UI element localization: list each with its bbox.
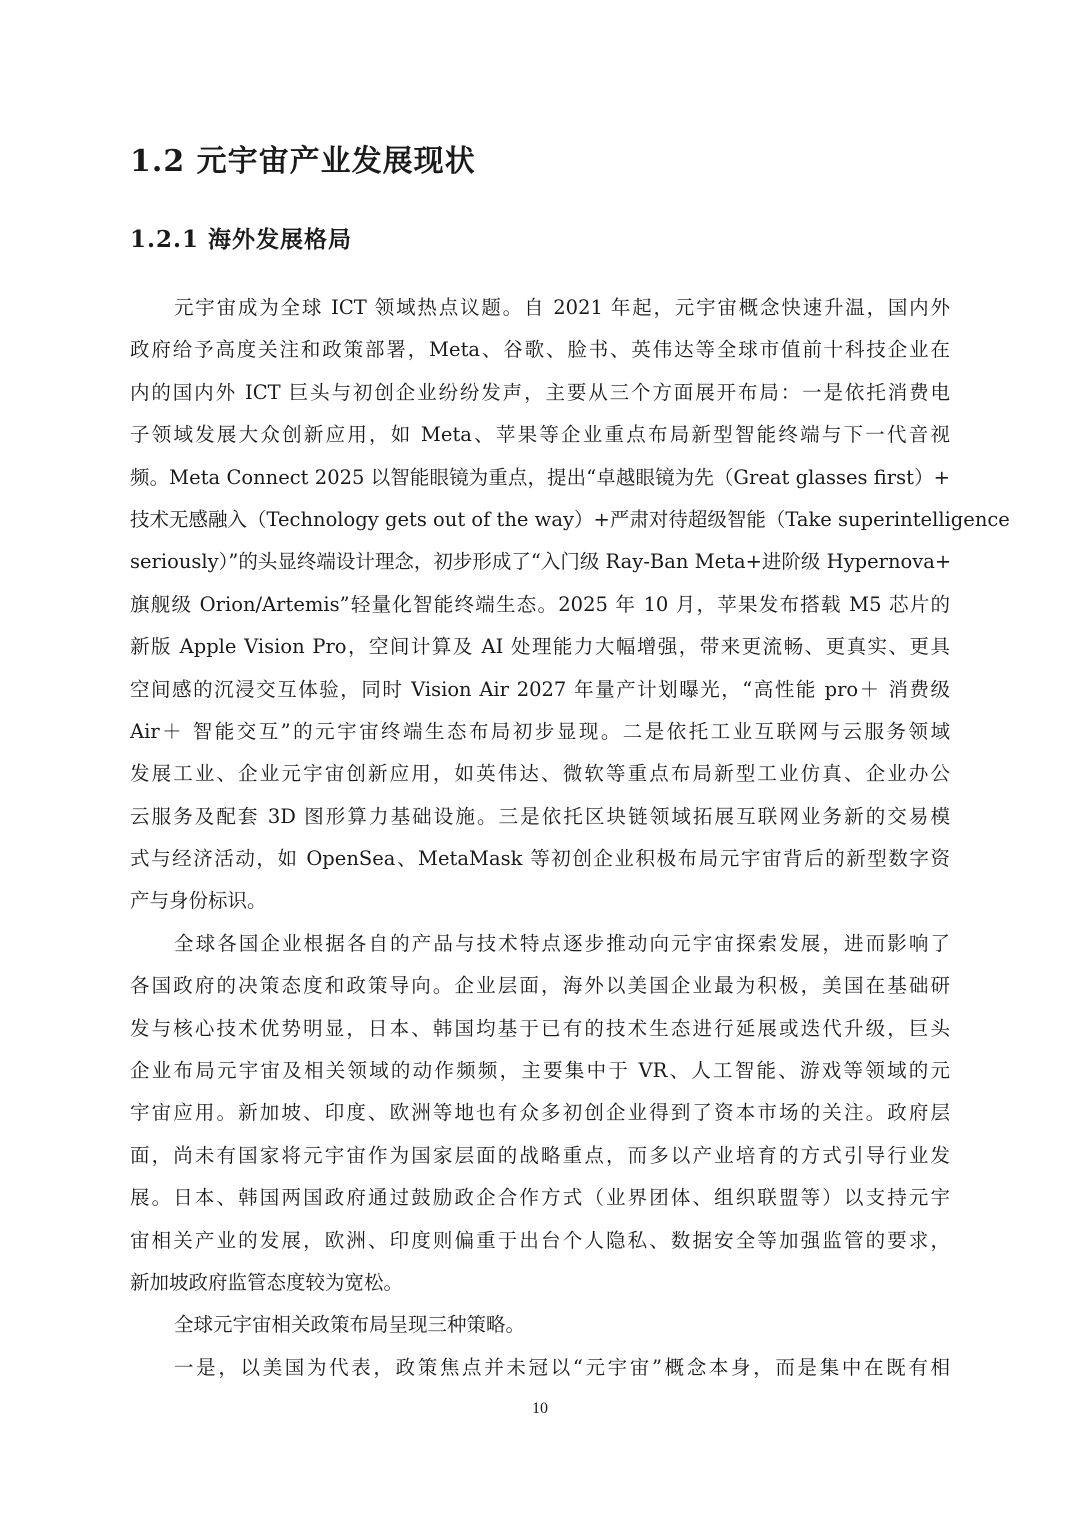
text-line: 内的国内外 ICT 巨头与初创企业纷纷发声，主要从三个方面展开布局：一是依托消费电 <box>130 380 950 404</box>
paragraph-overseas-layout <box>130 287 1010 923</box>
text-line: 子领域发展大众创新应用，如 Meta、苹果等企业重点布局新型智能终端与下一代音视 <box>130 423 950 447</box>
text-line: 展。日本、韩国两国政府通过鼓励政企合作方式（业界团体、组织联盟等）以支持元宇 <box>130 1186 950 1210</box>
text-line: 企业布局元宇宙及相关领域的动作频频，主要集中于 VR、人工智能、游戏等领域的元 <box>130 1059 950 1083</box>
text-line: 新加坡政府监管态度较为宽松。 <box>130 1270 404 1294</box>
page-number: 10 <box>532 1400 548 1417</box>
text-line: 一是，以美国为代表，政策焦点并未冠以“元宇宙”概念本身，而是集中在既有相 <box>174 1355 950 1379</box>
text-line: Air＋ 智能交互”的元宇宙终端生态布局初步显现。二是依托工业互联网与云服务领域 <box>130 719 950 743</box>
text-line: 面，尚未有国家将元宇宙作为国家层面的战略重点，而多以产业培育的方式引导行业发 <box>130 1143 950 1167</box>
text-line: 新版 Apple Vision Pro，空间计算及 AI 处理能力大幅增强，带来更流畅、更真实、更具 <box>130 635 950 659</box>
text-line: 各国政府的决策态度和政策导向。企业层面，海外以美国企业最为积极，美国在基础研 <box>130 974 950 998</box>
paragraph-enterprise-government <box>130 923 950 1305</box>
text-line: seriously）”的头显终端设计理念，初步形成了“入门级 Ray-Ban Meta+进阶级 Hypernova+ <box>130 550 952 574</box>
text-line: 技术无感融入（Technology gets out of the way）+严肃对待超级智能（Take superintelligence <box>130 507 1010 531</box>
text-line: 云服务及配套 3D 图形算力基础设施。三是依托区块链领域拓展互联网业务新的交易模 <box>130 804 950 828</box>
text-line: 宙相关产业的发展，欧洲、印度则偏重于出台个人隐私、数据安全等加强监管的要求， <box>130 1228 950 1252</box>
text-line: 元宇宙成为全球 ICT 领域热点议题。自 2021 年起，元宇宙概念快速升温，国内外 <box>174 296 950 319</box>
text-line: 旗舰级 Orion/Artemis”轻量化智能终端生态。2025 年 10 月，苹果发布搭载 M5 芯片的 <box>130 592 950 616</box>
text-line: 全球各国企业根据各自的产品与技术特点逐步推动向元宇宙探索发展，进而影响了 <box>174 931 950 955</box>
text-line: 发与核心技术优势明显，日本、韩国均基于已有的技术生态进行延展或迭代升级，巨头 <box>130 1016 950 1040</box>
text-line: 产与身份标识。 <box>130 889 267 913</box>
text-line: 全球元宇宙相关政策布局呈现三种策略。 <box>174 1313 526 1337</box>
text-line: 频。Meta Connect 2025 以智能眼镜为重点，提出“卓越眼镜为先（Great glasses first）+ <box>130 465 950 489</box>
paragraph-strategy-one <box>130 1347 950 1389</box>
text-line: 发展工业、企业元宇宙创新应用，如英伟达、微软等重点布局新型工业仿真、企业办公 <box>130 762 950 786</box>
subsection-heading: 1.2.1 海外发展格局 <box>130 226 353 253</box>
text-line: 空间感的沉浸交互体验，同时 Vision Air 2027 年量产计划曝光，“高性能 pro＋ 消费级 <box>130 677 950 701</box>
text-line: 宇宙应用。新加坡、印度、欧洲等地也有众多初创企业得到了资本市场的关注。政府层 <box>130 1101 950 1125</box>
section-heading: 1.2 元宇宙产业发展现状 <box>130 144 476 179</box>
text-line: 政府给予高度关注和政策部署，Meta、谷歌、脸书、英伟达等全球市值前十科技企业在 <box>130 338 950 362</box>
text-line: 式与经济活动，如 OpenSea、MetaMask 等初创企业积极布局元宇宙背后的新型数字资 <box>130 847 950 871</box>
paragraph-three-strategies <box>130 1304 950 1346</box>
body-text <box>130 287 1010 1389</box>
